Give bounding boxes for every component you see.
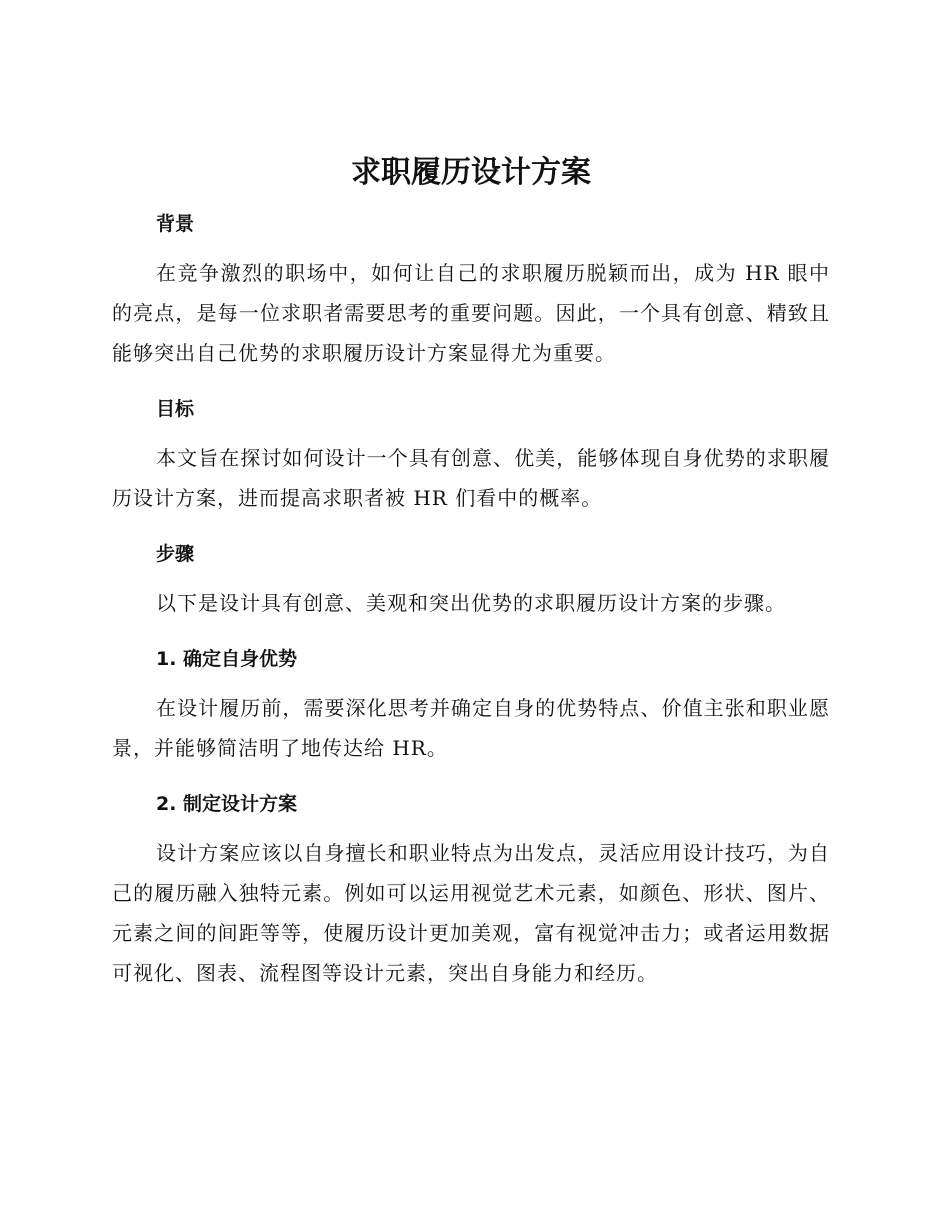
section-paragraph-background: 在竞争激烈的职场中，如何让自己的求职履历脱颖而出，成为 HR 眼中的亮点，是每一位求职者需要思考的重要问题。因此，一个具有创意、精致且能够突出自己优势的求职履历设计方案显得尤为重要。 — [112, 261, 830, 365]
document-title: 求职履历设计方案 — [351, 155, 591, 190]
section-heading-background: 背景 — [156, 213, 195, 235]
section-heading-step-1: 1. 确定自身优势 — [156, 648, 298, 670]
section-heading-steps: 步骤 — [156, 543, 195, 565]
section-heading-goal: 目标 — [156, 398, 195, 420]
section-paragraph-goal: 本文旨在探讨如何设计一个具有创意、优美，能够体现自身优势的求职履历设计方案，进而提高求职者被 HR 们看中的概率。 — [112, 446, 830, 510]
document-body — [112, 150, 830, 1009]
section-paragraph-step-1: 在设计履历前，需要深化思考并确定自身的优势特点、价值主张和职业愿景，并能够简洁明了地传达给 HR。 — [112, 696, 830, 760]
section-paragraph-step-2: 设计方案应该以自身擅长和职业特点为出发点，灵活应用设计技巧，为自己的履历融入独特元素。例如可以运用视觉艺术元素，如颜色、形状、图片、元素之间的间距等等，使履历设计更加美观，富有视觉冲击力；或者运用数据可视化、图表、流程图等设计元素，突出自身能力和经历。 — [112, 841, 830, 985]
section-heading-step-2: 2. 制定设计方案 — [156, 793, 298, 815]
section-paragraph-steps: 以下是设计具有创意、美观和突出优势的求职履历设计方案的步骤。 — [156, 591, 786, 615]
